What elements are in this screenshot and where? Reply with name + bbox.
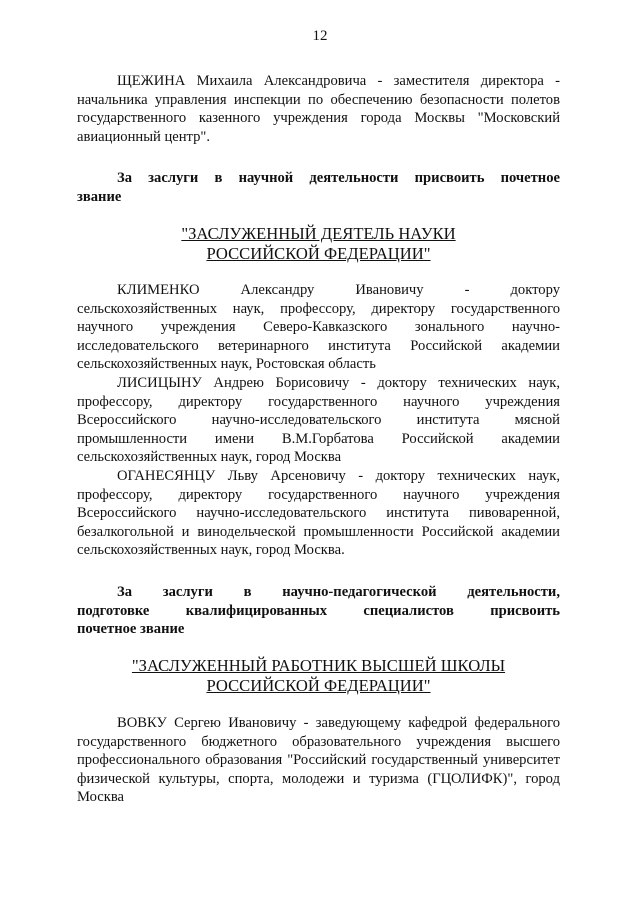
section1-lead-line1: За заслуги в научной деятельности присвоить почетное xyxy=(117,170,560,186)
section1-title xyxy=(77,224,560,264)
section2-lead xyxy=(77,583,560,639)
section1-title-line1: "ЗАСЛУЖЕННЫЙ ДЕЯТЕЛЬ НАУКИ xyxy=(181,224,456,243)
section1-entry-lisitsyn: ЛИСИЦЫНУ Андрею Борисовичу - доктору технических наук, профессору, директору государственного научного учреждения Всероссийского научно-исследовательского института мясной промышленности имени В.М.Горбатова Российской академии сельскохозяйственных наук, город Москва xyxy=(77,375,560,466)
section2-title-line2: РОССИЙСКОЙ ФЕДЕРАЦИИ" xyxy=(206,676,431,695)
section1-lead xyxy=(77,169,560,206)
page-number: 12 xyxy=(312,28,328,44)
section2-lead-line1: За заслуги в научно-педагогической деятельности, xyxy=(117,584,560,600)
section2-entry-vovk: ВОВКУ Сергею Ивановичу - заведующему кафедрой федерального государственного бюджетного образовательного учреждения высшего профессионального образования "Российский государственный университет физической культуры, спорта, молодежи и туризма (ГЦОЛИФК)", город Москва xyxy=(77,715,560,806)
section2-lead-line2: подготовке квалифицированных специалистов присвоить xyxy=(77,602,560,619)
entry-first-line: КЛИМЕНКО Александру Ивановичу - доктору xyxy=(117,282,560,298)
section1-entry-klimenko xyxy=(77,281,560,374)
section1-lead-line2: звание xyxy=(77,188,122,205)
section2-title-line1: "ЗАСЛУЖЕННЫЙ РАБОТНИК ВЫСШЕЙ ШКОЛЫ xyxy=(131,656,506,675)
section2-title xyxy=(77,656,560,696)
intro-paragraph: ЩЕЖИНА Михаила Александровича - заместителя директора - начальника управления инспекции по обеспечению безопасности полетов государственного казенного учреждения города Москвы "Московский авиационный центр". xyxy=(77,73,560,145)
section1-entry-oganesyants: ОГАНЕСЯНЦУ Льву Арсеновичу - доктору технических наук, профессору, директору государственного научного учреждения Всероссийского научно-исследовательского института пивоваренной, безалкогольной и винодельческой промышленности Российской академии сельскохозяйственных наук, город Москва. xyxy=(77,468,560,559)
section2-lead-line3: почетное звание xyxy=(77,621,185,638)
entry-text: сельскохозяйственных наук, профессору, директору государственного научного учреждения Северо-Кавказского зонального научно-исследовательского ветеринарного института Российской академии сельскохозяйственных наук, Ростовская область xyxy=(77,300,560,373)
section1-title-line2: РОССИЙСКОЙ ФЕДЕРАЦИИ" xyxy=(206,244,431,263)
